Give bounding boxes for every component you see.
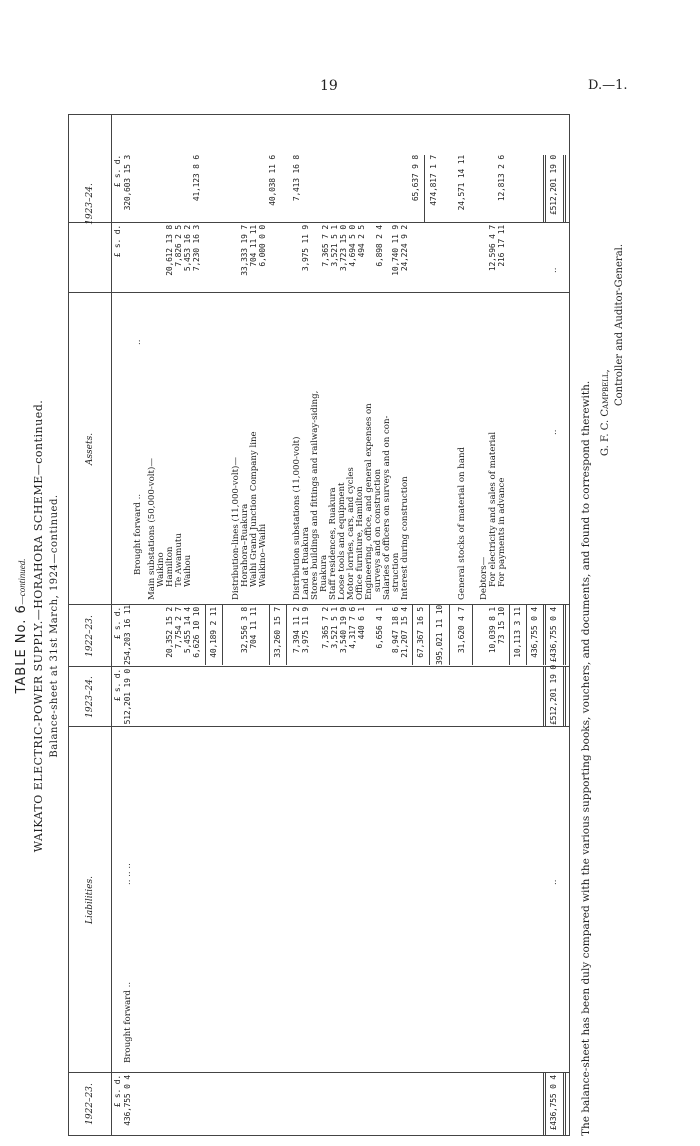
asset-item-label: Distribution substations (11,000-volt) <box>292 436 302 600</box>
header-liab-1922: 1922–23. <box>85 1083 95 1125</box>
liab-dots: .. .. .. <box>123 863 133 885</box>
liab-brought-forward-label: Brought forward .. <box>123 981 133 1063</box>
asset-curr-subtotal: 65,637 9 8 <box>411 155 420 202</box>
asset-item-label: Motor lorries, cars, and cycles <box>346 467 356 600</box>
table-body <box>111 115 569 1135</box>
debtors-label: Debtors— <box>479 556 489 600</box>
asset-curr-value: 7,365 7 2 <box>321 225 330 267</box>
asset-prev-value: 5,455 14 4 <box>183 607 192 654</box>
asset-prev-value: 7,365 7 2 <box>321 607 330 649</box>
asset-prev-subtotal: 10,113 3 11 <box>513 607 522 658</box>
asset-curr-brought-forward: 320,603 15 3 <box>123 155 132 211</box>
asset-item-label: Engineering, office, and general expenses on <box>364 403 374 600</box>
asset-item-label: Hamilton <box>165 546 175 587</box>
table-title: TABLE No. 6—continued. <box>14 558 29 694</box>
header-assets-1922: 1922–23. <box>85 615 95 657</box>
header-liabilities: Liabilities. <box>85 876 95 924</box>
asset-prev-value: 6,626 10 10 <box>192 607 201 658</box>
asset-prev-value: 440 6 1 <box>357 607 366 640</box>
asset-prev-value: 73 15 10 <box>497 607 506 644</box>
title-suffix: —continued. <box>17 558 27 605</box>
asset-item-label: Waikino–Waihi <box>258 523 268 587</box>
sum-rule <box>286 605 287 665</box>
auditor-title: Controller and Auditor-General. <box>614 243 625 406</box>
asset-item-label: Stores buildings and fittings and railway-siding, <box>310 390 320 600</box>
asset-curr-value: 3,723 15 0 <box>339 225 348 272</box>
header-liab-1923: 1923–24. <box>85 676 95 718</box>
sum-rule <box>526 605 527 665</box>
asset-item-label: For electricity and sales of material <box>488 431 498 587</box>
asset-curr-value: 10,740 11 9 <box>391 225 400 276</box>
asset-prev-subtotal: 395,021 11 10 <box>435 604 444 665</box>
asset-curr-value: 704 11 11 <box>249 225 258 267</box>
asset-item-label: Waihi Grand Junction Company line <box>249 431 259 587</box>
asset-item-label: For payments in advance <box>497 477 507 587</box>
asset-curr-value: 6,000 0 0 <box>258 225 267 267</box>
asset-item-label: Interest during construction <box>400 476 410 600</box>
asset-prev-value: 3,521 5 1 <box>330 607 339 649</box>
total-dots: .. <box>549 429 559 435</box>
asset-curr-value: 12,596 4 7 <box>488 225 497 272</box>
asset-curr-value: 3,521 5 1 <box>330 225 339 267</box>
asset-curr-value: 24,224 9 2 <box>400 225 409 272</box>
asset-curr-value: 20,612 13 8 <box>165 225 174 276</box>
asset-prev-value: 10,039 8 1 <box>488 607 497 654</box>
asset-prev-value: 31,620 4 7 <box>457 607 466 654</box>
asset-item-label: Land at Ruakura <box>301 526 311 600</box>
total-rule <box>543 155 546 223</box>
asset-item-label: Office furniture, Hamilton <box>355 486 365 600</box>
total-rule <box>563 605 566 665</box>
sum-rule <box>222 605 223 665</box>
sum-rule <box>424 155 425 223</box>
asset-prev-subtotal: 67,367 16 5 <box>416 607 425 658</box>
header-assets-1923: 1923–24. <box>85 183 95 225</box>
page-number: 19 <box>320 78 338 94</box>
asset-item-label: Waikino <box>156 552 166 587</box>
asset-prev-total: £436,755 0 4 <box>549 607 558 663</box>
balance-sheet-subtitle: Balance-sheet at 31st March, 1924—continued. <box>49 494 60 758</box>
asset-curr-value: 494 2 5 <box>357 225 366 258</box>
distribution-lines-label: Distribution-lines (11,000-volt)— <box>231 457 241 600</box>
unit-label: £ s. d. <box>113 225 122 258</box>
asset-prev-value: 20,352 15 2 <box>165 607 174 658</box>
asset-curr-value: 7,413 16 8 <box>292 155 301 202</box>
asset-item-label: Ruakura <box>319 554 329 592</box>
auditor-name: G. F. C. Campbell, <box>600 369 611 456</box>
unit-label: £ s. d. <box>113 669 122 702</box>
asset-curr-value: 5,453 16 2 <box>183 225 192 272</box>
unit-label: £ s. d. <box>113 607 122 640</box>
audit-statement: The balance-sheet has been duly compared with the various supporting books, vouchers, and documents, and found to correspond therewith. <box>580 380 592 1136</box>
asset-item-label: Waihou <box>183 554 193 587</box>
asset-curr-value: 33,333 19 7 <box>240 225 249 276</box>
asset-prev-subtotal: 40,189 2 11 <box>209 607 218 658</box>
sum-rule <box>412 605 413 665</box>
sum-rule <box>205 605 206 665</box>
asset-prev-value: 704 11 11 <box>249 607 258 649</box>
balance-sheet-table <box>68 114 570 1136</box>
asset-curr-value: 3,975 11 9 <box>301 225 310 272</box>
asset-brought-forward-label: Brought forward .. <box>133 493 143 575</box>
asset-curr-total: £512,201 19 0 <box>549 155 558 216</box>
sum-rule <box>449 605 450 665</box>
asset-prev-brought-forward: 254,203 16 11 <box>123 604 132 665</box>
liab-curr-total: £512,201 19 0 <box>549 664 558 725</box>
total-dots: .. <box>549 879 559 885</box>
asset-prev-value: 4,317 7 6 <box>348 607 357 649</box>
asset-curr-value: 216 17 11 <box>497 225 506 267</box>
unit-label: £ s. d. <box>113 155 122 188</box>
total-rule <box>543 605 546 665</box>
unit-label: £ s. d. <box>113 1075 122 1108</box>
total-rule <box>563 1073 566 1135</box>
sum-rule <box>269 605 270 665</box>
asset-prev-value: 3,540 19 9 <box>339 607 348 654</box>
asset-curr-value: 6,898 2 4 <box>375 225 384 267</box>
sum-rule <box>472 605 473 665</box>
asset-curr-subtotal: 474,817 1 7 <box>429 155 438 206</box>
total-rule <box>543 667 546 727</box>
total-rule <box>563 155 566 223</box>
asset-prev-total-plain: 436,755 0 4 <box>530 607 539 658</box>
total-rule <box>543 1073 546 1135</box>
asset-curr-value: 7,230 16 3 <box>192 225 201 272</box>
asset-item-label: Salaries of officers on surveys and on con- <box>382 415 392 600</box>
asset-prev-value: 8,947 18 6 <box>391 607 400 654</box>
total-dots: .. <box>549 267 559 273</box>
rotated-balance-sheet <box>0 106 700 1146</box>
asset-curr-subtotal: 41,123 8 6 <box>192 155 201 202</box>
liab-prev-total: £436,755 0 4 <box>549 1075 558 1131</box>
main-substations-label: Main substations (50,000-volt)— <box>147 458 157 600</box>
header-assets: Assets. <box>85 432 95 466</box>
asset-prev-value: 32,556 3 8 <box>240 607 249 654</box>
asset-curr-value: 4,694 5 0 <box>348 225 357 267</box>
stocks-label: General stocks of material on hand <box>457 447 467 600</box>
asset-prev-subtotal: 33,260 15 7 <box>273 607 282 658</box>
liab-curr-brought-forward: 512,201 19 0 <box>123 669 132 725</box>
asset-item-label: struction <box>391 552 401 592</box>
total-rule <box>563 667 566 727</box>
asset-prev-value: 21,207 15 4 <box>400 607 409 658</box>
asset-brought-forward-dots: .. <box>133 339 143 345</box>
asset-item-label: Staff residences, Ruakura <box>328 487 338 600</box>
asset-curr-subtotal: 12,813 2 6 <box>497 155 506 202</box>
asset-curr-value: 24,571 14 11 <box>457 155 466 211</box>
asset-prev-value: 6,656 4 1 <box>375 607 384 649</box>
asset-prev-value: 7,754 2 7 <box>174 607 183 649</box>
sum-rule <box>509 605 510 665</box>
asset-prev-value: 3,975 11 9 <box>301 607 310 654</box>
document-reference: D.—1. <box>588 78 628 93</box>
asset-prev-value: 7,394 11 2 <box>292 607 301 654</box>
asset-item-label: Loose tools and equipment <box>337 482 347 600</box>
asset-item-label: surveys and on construction <box>373 468 383 592</box>
asset-item-label: Te Awamutu <box>174 533 184 587</box>
asset-item-label: Horahora–Ruakura <box>240 503 250 587</box>
sum-rule <box>429 605 430 665</box>
asset-curr-subtotal: 40,038 11 6 <box>268 155 277 206</box>
scheme-subtitle: WAIKATO ELECTRIC-POWER SUPPLY.—HORAHORA SCHEME—continued. <box>32 399 45 853</box>
liab-prev-brought-forward: 436,755 0 4 <box>123 1075 132 1126</box>
asset-curr-value: 7,826 2 5 <box>174 225 183 267</box>
